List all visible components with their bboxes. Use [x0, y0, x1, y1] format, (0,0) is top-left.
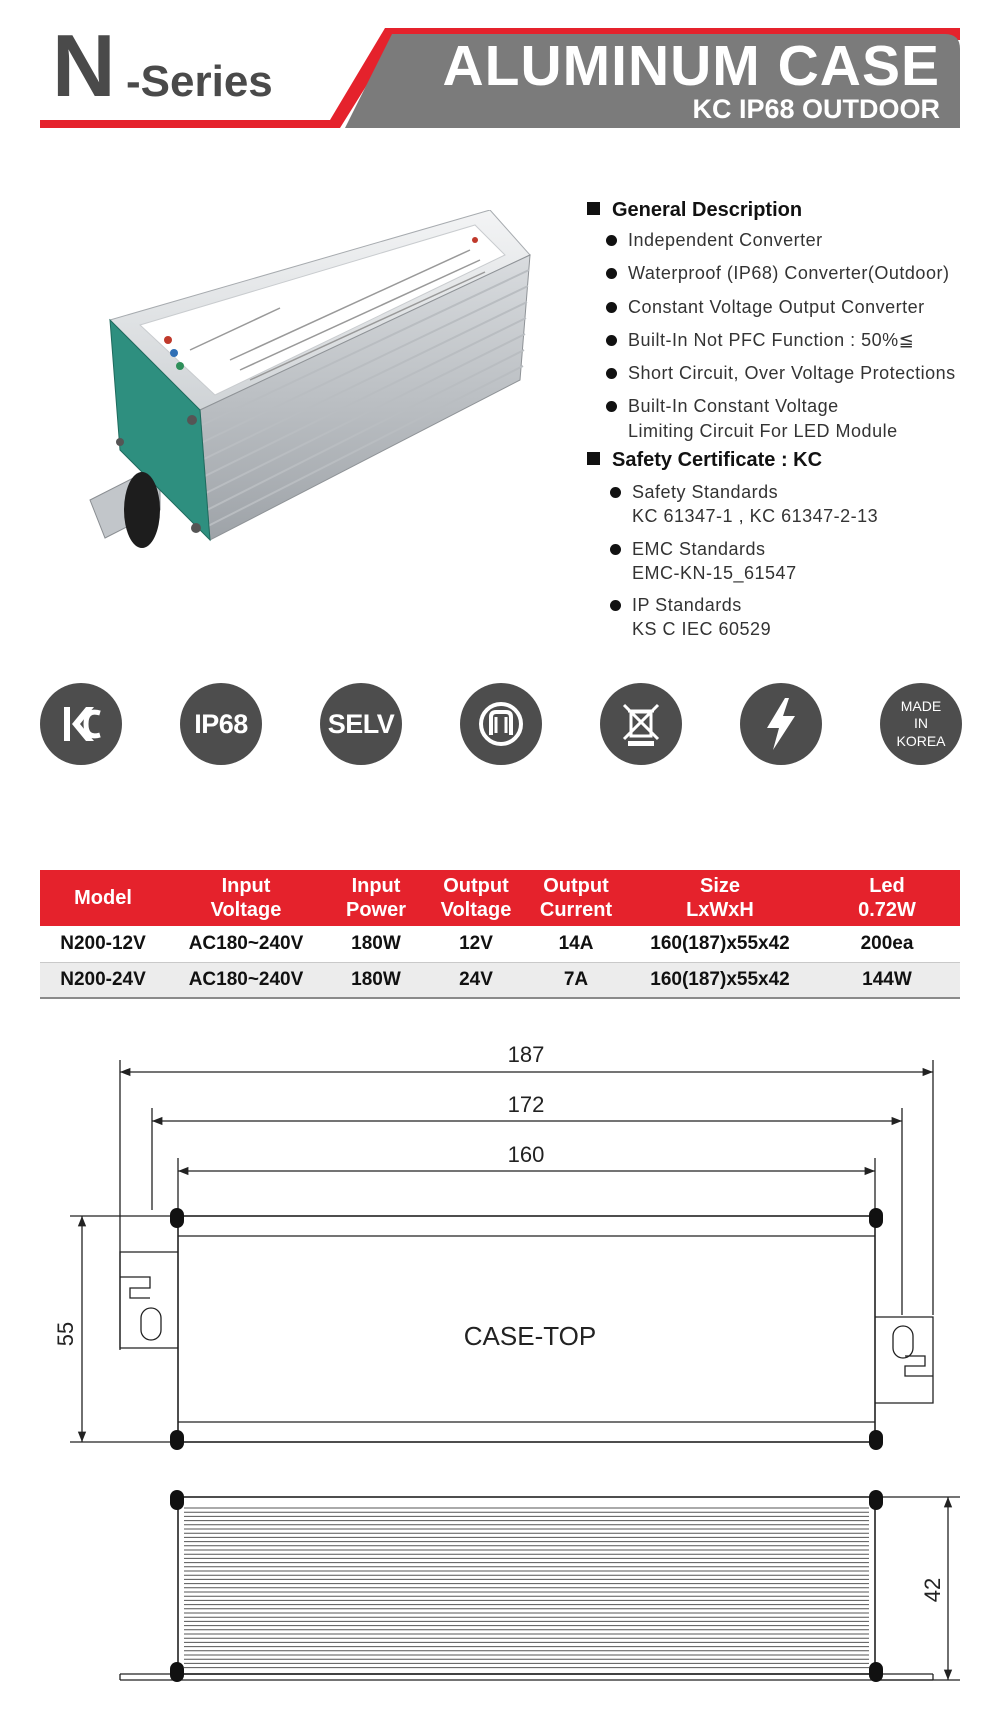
case-side-outline [178, 1497, 875, 1674]
series-suffix: -Series [126, 57, 273, 106]
case-top-label: CASE-TOP [463, 1321, 597, 1351]
square-bullet-icon [587, 452, 600, 465]
general-description-title: General Description [587, 200, 802, 220]
col-header-model: Model [40, 870, 166, 926]
standard-value: KC 61347-1 , KC 61347-2-13 [632, 506, 879, 527]
ip68-badge: IP68 [180, 683, 262, 765]
product-photo [80, 210, 570, 610]
table-row [40, 962, 960, 998]
cell-led: 200ea [814, 926, 960, 962]
safety-certificate-list [632, 480, 992, 650]
cell-model: N200-24V [40, 962, 166, 998]
cell-input-voltage: AC180~240V [166, 962, 326, 998]
page-subtitle: KC IP68 OUTDOOR [692, 94, 940, 124]
dim-label-172: 172 [507, 1092, 545, 1117]
cable-gland [124, 472, 160, 548]
col-header-output-voltage: Output Voltage [426, 870, 526, 926]
made-in-korea-badge: MADE IN KOREA [880, 683, 962, 765]
list-item: Waterproof (IP68) Converter(Outdoor) [628, 261, 998, 285]
list-item: Built-In Not PFC Function : 50%≦ [628, 328, 998, 352]
cell-size: 160(187)x55x42 [626, 962, 814, 998]
standard-label: IP Standards [632, 593, 992, 617]
header-banner [0, 0, 1000, 140]
drawing-canvas [0, 1040, 1000, 1729]
standard-value: EMC-KN-15_61547 [632, 562, 797, 583]
cell-output-current: 14A [526, 926, 626, 962]
col-header-output-current: Output Current [526, 870, 626, 926]
cell-led: 144W [814, 962, 960, 998]
table-row [40, 926, 960, 962]
spec-table [40, 870, 960, 999]
col-header-led: Led 0.72W [814, 870, 960, 926]
dim-label-42: 42 [920, 1577, 945, 1603]
selv-badge: SELV [320, 683, 402, 765]
dimension-drawing [0, 1040, 1000, 1729]
square-bullet-icon [587, 202, 600, 215]
dim-label-160: 160 [507, 1142, 545, 1167]
cell-input-power: 180W [326, 926, 426, 962]
list-item-continuation: Limiting Circuit For LED Module [628, 420, 898, 441]
corner-screws [170, 1208, 883, 1682]
col-header-input-power: Input Power [326, 870, 426, 926]
kc-logo [56, 699, 106, 749]
standard-label: Safety Standards [632, 480, 992, 504]
general-description-list [628, 228, 998, 452]
standard-value: KS C IEC 60529 [632, 619, 772, 640]
cell-output-voltage: 12V [426, 926, 526, 962]
series-letter: N [52, 16, 114, 115]
standard-label: EMC Standards [632, 537, 992, 561]
double-insulation-icon [460, 683, 542, 765]
weee-bin-icon [600, 683, 682, 765]
list-item: Independent Converter [628, 228, 998, 252]
right-mount-tab [875, 1317, 933, 1403]
col-header-input-voltage: Input Voltage [166, 870, 326, 926]
dim-label-187: 187 [507, 1042, 545, 1067]
list-item: Built-In Constant Voltage [628, 394, 998, 418]
table-header-row [40, 870, 960, 926]
lightning-icon [740, 683, 822, 765]
left-mount-tab [120, 1252, 178, 1348]
cell-input-voltage: AC180~240V [166, 926, 326, 962]
cell-model: N200-12V [40, 926, 166, 962]
safety-certificate-title: Safety Certificate : KC [587, 450, 822, 470]
cell-output-current: 7A [526, 962, 626, 998]
cell-size: 160(187)x55x42 [626, 926, 814, 962]
cell-input-power: 180W [326, 962, 426, 998]
kc-mark-icon [40, 683, 122, 765]
dim-label-55: 55 [53, 1321, 78, 1347]
converter-illustration [80, 210, 570, 610]
col-header-size: Size LxWxH [626, 870, 814, 926]
page-title: ALUMINUM CASE [442, 34, 940, 98]
list-item: Short Circuit, Over Voltage Protections [628, 361, 998, 385]
cell-output-voltage: 24V [426, 962, 526, 998]
list-item: Constant Voltage Output Converter [628, 295, 998, 319]
